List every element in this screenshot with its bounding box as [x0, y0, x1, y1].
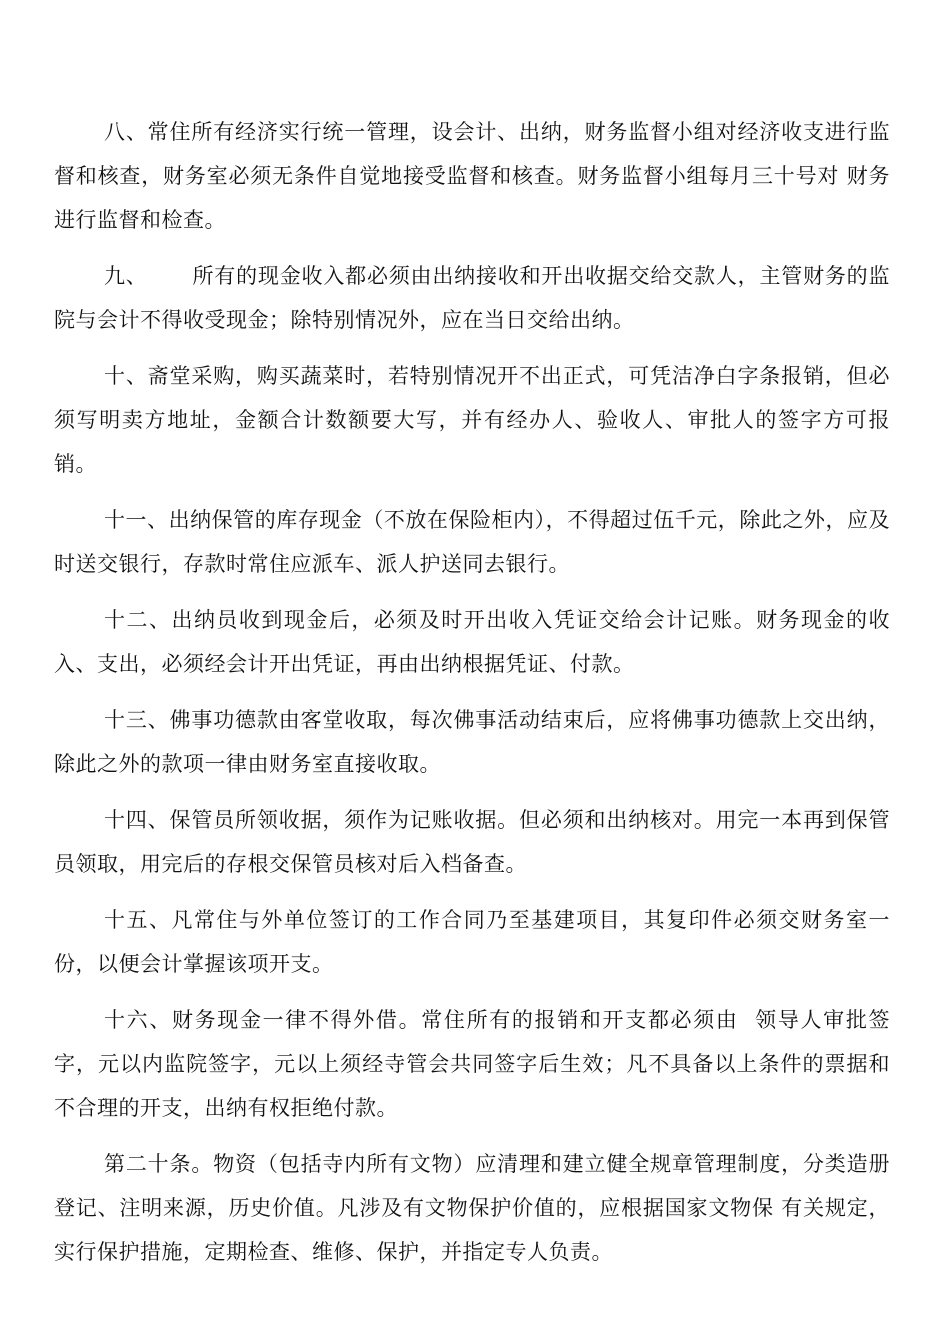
paragraph-12: 十二、出纳员收到现金后，必须及时开出收入凭证交给会计记账。财务现金的收入、支出，必须经会计开出凭证，再由出纳根据凭证、付款。 [54, 608, 890, 676]
paragraph-10: 十、斋堂采购，购买蔬菜时，若特别情况开不出正式，可凭洁净白字条报销，但必须写明卖方地址，金额合计数额要大写，并有经办人、验收人、审批人的签字方可报销。 [54, 364, 890, 476]
paragraph-13: 十三、佛事功德款由客堂收取，每次佛事活动结束后，应将佛事功德款上交出纳，除此之外的款项一律由财务室直接收取。 [54, 708, 890, 776]
paragraph-article-20: 第二十条。物资（包括寺内所有文物）应清理和建立健全规章管理制度，分类造册登记、注明来源，历史价值。凡涉及有文物保护价值的，应根据国家文物保 有关规定，实行保护措施，定期检查、维修、保护，并指定专人负责。 [54, 1152, 890, 1264]
paragraph-15: 十五、凡常住与外单位签订的工作合同乃至基建项目，其复印件必须交财务室一份，以便会计掌握该项开支。 [54, 908, 890, 976]
paragraph-14: 十四、保管员所领收据，须作为记账收据。但必须和出纳核对。用完一本再到保管员领取，用完后的存根交保管员核对后入档备查。 [54, 808, 890, 876]
paragraph-9: 九、 所有的现金收入都必须由出纳接收和开出收据交给交款人，主管财务的监院与会计不得收受现金；除特别情况外，应在当日交给出纳。 [54, 264, 890, 332]
paragraph-16: 十六、财务现金一律不得外借。常住所有的报销和开支都必须由 领导人审批签字，元以内监院签字，元以上须经寺管会共同签字后生效；凡不具备以上条件的票据和不合理的开支，出纳有权拒绝付款。 [54, 1008, 890, 1120]
document-body [54, 110, 890, 1286]
paragraph-8: 八、常住所有经济实行统一管理，设会计、出纳，财务监督小组对经济收支进行监督和核查，财务室必须无条件自觉地接受监督和核查。财务监督小组每月三十号对 财务进行监督和检查。 [54, 120, 890, 232]
paragraph-11: 十一、出纳保管的库存现金（不放在保险柜内），不得超过伍千元，除此之外，应及时送交银行，存款时常住应派车、派人护送同去银行。 [54, 508, 890, 576]
